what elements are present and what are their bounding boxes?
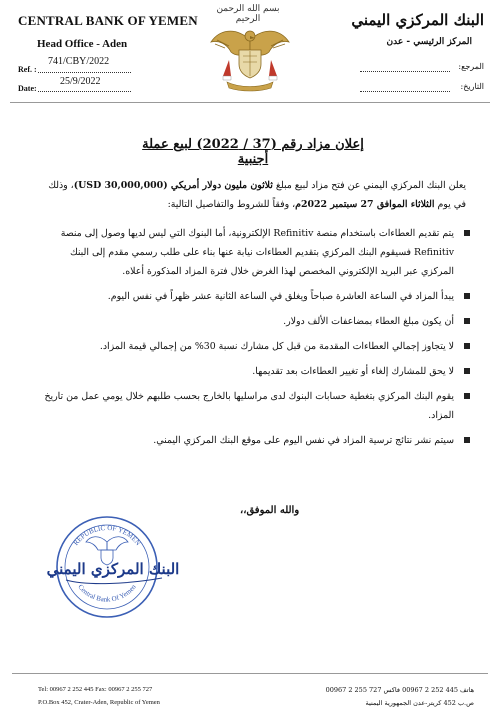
list-item bbox=[34, 387, 470, 425]
ar-bank-name: البنك المركزي اليمني bbox=[351, 11, 484, 29]
intro-text-1: يعلن البنك المركزي اليمني عن فتح مزاد لبيع مبلغ bbox=[272, 180, 466, 191]
ref-dotted-line bbox=[38, 72, 131, 73]
stamp-top-text: REPUBLIC OF YEMEN bbox=[71, 523, 143, 548]
ar-date-dotted-line bbox=[360, 91, 450, 92]
stamp-arabic-name: البنك المركزي اليمني bbox=[46, 560, 180, 578]
basmala: بسم الله الرحمن الرحيم bbox=[216, 4, 280, 24]
en-bank-name: CENTRAL BANK OF YEMEN bbox=[18, 13, 198, 28]
bullet-square-icon bbox=[464, 437, 470, 443]
ar-ref-label: المرجع: bbox=[458, 62, 484, 71]
list-item-text: لا يتجاوز إجمالي العطاءات المقدمة من قبل كل مشارك نسبة 30% من إجمالي قيمة المزاد. bbox=[99, 341, 454, 352]
footer-address-ar: ص.ب 452 كريتر-عدن الجمهورية اليمنية bbox=[365, 699, 474, 707]
list-item bbox=[34, 224, 470, 281]
header-divider bbox=[10, 102, 490, 103]
bullet-square-icon bbox=[464, 368, 470, 374]
intro-date: الثلاثاء الموافق 27 سبتمبر 2022م bbox=[295, 199, 435, 210]
list-item-text: يتم تقديم العطاءات باستخدام منصة Refinitiv الإلكترونية، أما البنوك التي ليس لديها وصول إلى منصة Refinitiv فسيقوم البنك المركزي بتقديم العطاءات نيابة عنها بناء على طلب رسمي مقدم إلى البنك المركزي عبر البريد الإلكتروني المخصص لهذا الغرض خلال فترة المزاد المذكورة أعلاه. bbox=[60, 228, 454, 277]
intro-text-2: ، وذلك في يوم bbox=[48, 180, 466, 210]
bullet-square-icon bbox=[464, 293, 470, 299]
list-item-text: أن يكون مبلغ العطاء بمضاعفات الألف دولار. bbox=[283, 316, 454, 327]
list-item-text: سيتم نشر نتائج ترسية المزاد في نفس اليوم على موقع البنك المركزي اليمني. bbox=[153, 435, 454, 446]
date-value: 25/9/2022 bbox=[60, 76, 101, 87]
list-item bbox=[34, 337, 470, 356]
stamp-bottom-text: Central Bank Of Yemen bbox=[76, 582, 138, 604]
list-item-text: يبدأ المزاد في الساعة العاشرة صباحاً ويغلق في الساعة الثانية عشر ظهراً في نفس اليوم. bbox=[107, 291, 454, 302]
footer-tel-en: Tel: 00967 2 252 445 Fax: 00967 2 255 727 bbox=[38, 686, 153, 693]
yemen-eagle-emblem-icon bbox=[205, 20, 295, 96]
intro-paragraph bbox=[36, 176, 466, 214]
bullet-square-icon bbox=[464, 318, 470, 324]
closing-text: والله الموفق،، bbox=[240, 505, 300, 516]
conditions-list bbox=[34, 224, 470, 456]
list-item-text: يقوم البنك المركزي بتغطية حسابات البنوك لدى مراسليها بالخارج بحسب طلبهم خلال يومي عمل من تاريخ المزاد. bbox=[44, 391, 454, 421]
bullet-square-icon bbox=[464, 393, 470, 399]
intro-text-3: ، وفقاً للشروط والتفاصيل التالية: bbox=[167, 199, 296, 210]
ar-office-name: المركز الرئيسي - عدن bbox=[386, 37, 472, 47]
document-title: إعلان مزاد رقم (37 / 2022) لبيع عملة أجنبية bbox=[142, 137, 364, 167]
bullet-square-icon bbox=[464, 343, 470, 349]
footer-tel-ar: هاتف 445 252 2 00967 فاكس 727 255 2 00967 bbox=[325, 686, 474, 694]
en-office-name: Head Office - Aden bbox=[37, 38, 128, 50]
intro-amount: ثلاثون مليون دولار أمريكي (30,000,000 USD) bbox=[73, 180, 273, 191]
ref-value: 741/CBY/2022 bbox=[48, 56, 110, 67]
list-item bbox=[34, 431, 470, 450]
list-item bbox=[34, 312, 470, 331]
bullet-square-icon bbox=[464, 230, 470, 236]
footer-divider bbox=[12, 673, 488, 674]
ref-label: Ref. : bbox=[18, 65, 37, 74]
list-item bbox=[34, 362, 470, 381]
date-label: Date: bbox=[18, 84, 37, 93]
footer-address-en: P.O.Box 452, Crater-Aden, Republic of Yemen bbox=[38, 699, 160, 706]
list-item-text: لا يحق للمشارك إلغاء أو تغيير العطاءات بعد تقديمها. bbox=[252, 366, 454, 377]
ar-ref-dotted-line bbox=[360, 71, 450, 72]
date-dotted-line bbox=[38, 91, 131, 92]
list-item bbox=[34, 287, 470, 306]
ar-date-label: التاريخ: bbox=[460, 82, 484, 91]
signature-text bbox=[46, 548, 180, 592]
